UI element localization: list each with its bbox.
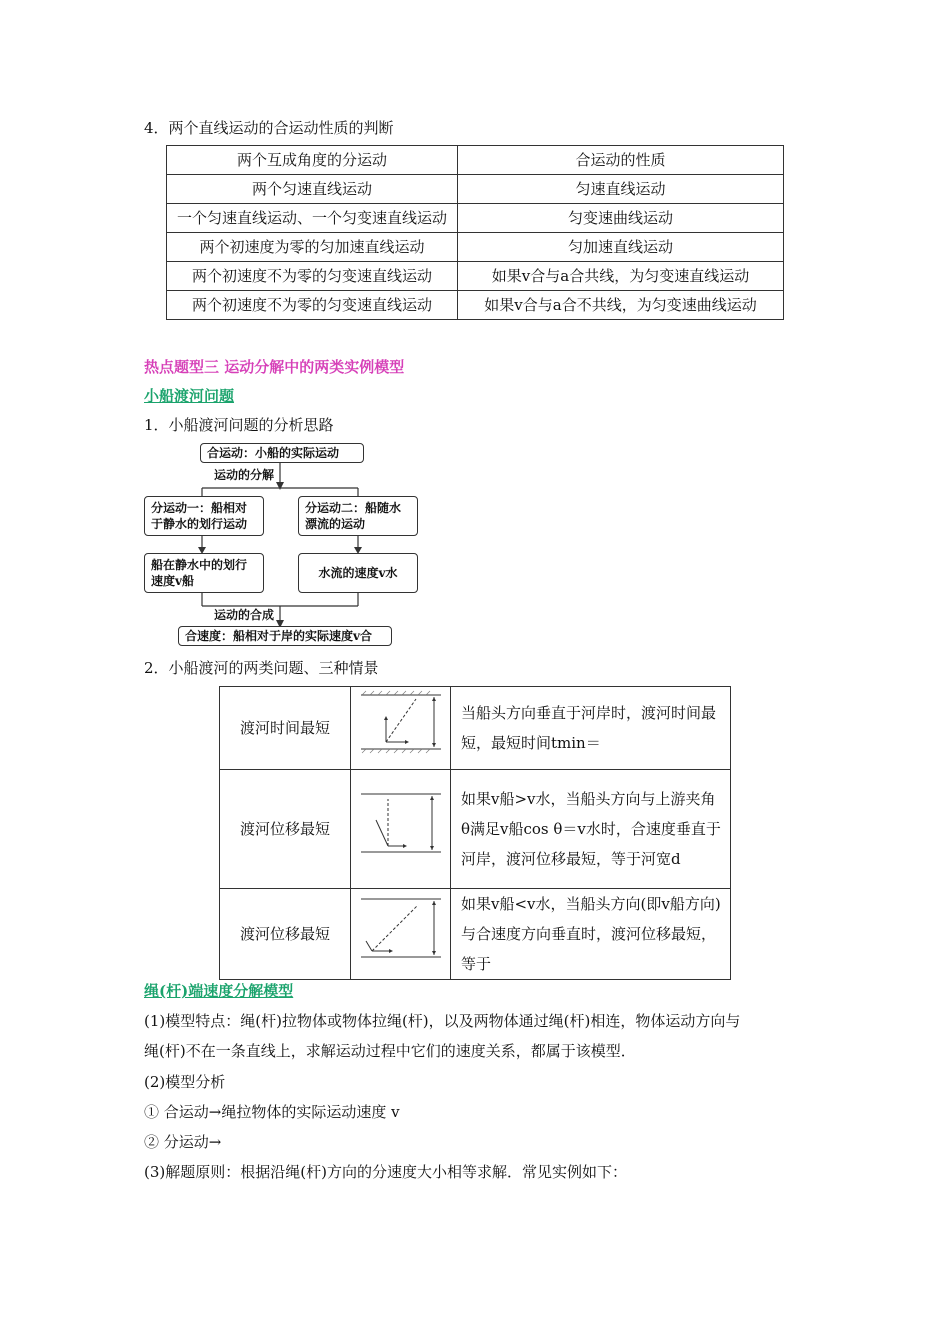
flow-compose-label: 运动的合成 — [214, 608, 275, 622]
table-cell: 一个匀速直线运动、一个匀变速直线运动 — [167, 204, 458, 233]
table-header: 两个互成角度的分运动 — [167, 146, 458, 175]
table-cell: 两个匀速直线运动 — [167, 175, 458, 204]
table-cell: 匀速直线运动 — [458, 175, 784, 204]
rope-heading: 绳(杆)端速度分解模型 — [144, 982, 294, 1000]
flow-left2-box — [144, 553, 264, 593]
table-row — [167, 262, 784, 291]
table-cell: 两个初速度不为零的匀变速直线运动 — [167, 262, 458, 291]
crossing-cases-table — [219, 686, 731, 980]
table-row — [167, 233, 784, 262]
rope-p4: ② 分运动→ — [144, 1133, 222, 1151]
motion-property-table — [166, 145, 784, 320]
table-row — [167, 175, 784, 204]
flow-decompose-label: 运动的分解 — [214, 468, 275, 482]
flow-right2-box: 水流的速度v水 — [298, 553, 418, 593]
hot-topic-heading: 热点题型三 运动分解中的两类实例模型 — [144, 358, 405, 376]
rope-p3: ① 合运动→绳拉物体的实际运动速度 v — [144, 1103, 400, 1121]
case-figure — [351, 889, 451, 980]
case-figure — [351, 770, 451, 889]
table-cell: 匀加速直线运动 — [458, 233, 784, 262]
table-header: 合运动的性质 — [458, 146, 784, 175]
boat-item2: 2．小船渡河的两类问题、三种情景 — [144, 659, 379, 677]
rope-p1: (1)模型特点：绳(杆)拉物体或物体拉绳(杆)，以及两物体通过绳(杆)相连，物体运动方向与 — [144, 1012, 741, 1030]
table-row — [167, 204, 784, 233]
rope-p5: (3)解题原则：根据沿绳(杆)方向的分速度大小相等求解．常见实例如下： — [144, 1163, 627, 1181]
boat-min-time-diagram — [356, 687, 446, 759]
table-cell: 两个初速度不为零的匀变速直线运动 — [167, 291, 458, 320]
flowchart-lines — [140, 440, 440, 650]
case-desc: 当船头方向垂直于河岸时，渡河时间最短，最短时间tmin＝ — [451, 687, 731, 770]
flow-right1-box: 分运动二：船随水漂流的运动 — [298, 496, 418, 536]
table-row — [220, 687, 731, 770]
case-label: 渡河位移最短 — [220, 770, 351, 889]
flow-top-box: 合运动：小船的实际运动 — [200, 443, 364, 463]
case-figure — [351, 687, 451, 770]
case-desc: 如果v船>v水，当船头方向与上游夹角θ满足v船cos θ＝v水时，合速度垂直于河岸，渡河位移最短，等于河宽d — [451, 770, 731, 889]
table-header-row — [167, 146, 784, 175]
flow-bottom-box: 合速度：船相对于岸的实际速度v合 — [178, 626, 392, 646]
rope-p1b: 绳(杆)不在一条直线上，求解运动过程中它们的速度关系，都属于该模型． — [144, 1042, 636, 1060]
section4-title: 4．两个直线运动的合运动性质的判断 — [144, 119, 394, 137]
table-cell: 两个初速度为零的匀加速直线运动 — [167, 233, 458, 262]
boat-min-displacement-diagram-2 — [356, 891, 446, 967]
rope-p2: (2)模型分析 — [144, 1073, 226, 1091]
flow-left1-box: 分运动一：船相对于静水的划行运动 — [144, 496, 264, 536]
table-row — [220, 889, 731, 980]
flow-left2-text: 船在静水中的划行速度v船 — [151, 558, 248, 588]
table-cell: 如果v合与a合不共线，为匀变速曲线运动 — [458, 291, 784, 320]
table-cell: 匀变速曲线运动 — [458, 204, 784, 233]
boat-item1: 1．小船渡河问题的分析思路 — [144, 416, 334, 434]
table-row — [167, 291, 784, 320]
table-row — [220, 770, 731, 889]
case-desc: 如果v船<v水，当船头方向(即v船方向)与合速度方向垂直时，渡河位移最短，等于 — [451, 889, 731, 980]
boat-heading: 小船渡河问题 — [144, 387, 235, 405]
table-cell: 如果v合与a合共线，为匀变速直线运动 — [458, 262, 784, 291]
boat-min-displacement-diagram-1 — [356, 784, 446, 864]
case-label: 渡河时间最短 — [220, 687, 351, 770]
case-label: 渡河位移最短 — [220, 889, 351, 980]
